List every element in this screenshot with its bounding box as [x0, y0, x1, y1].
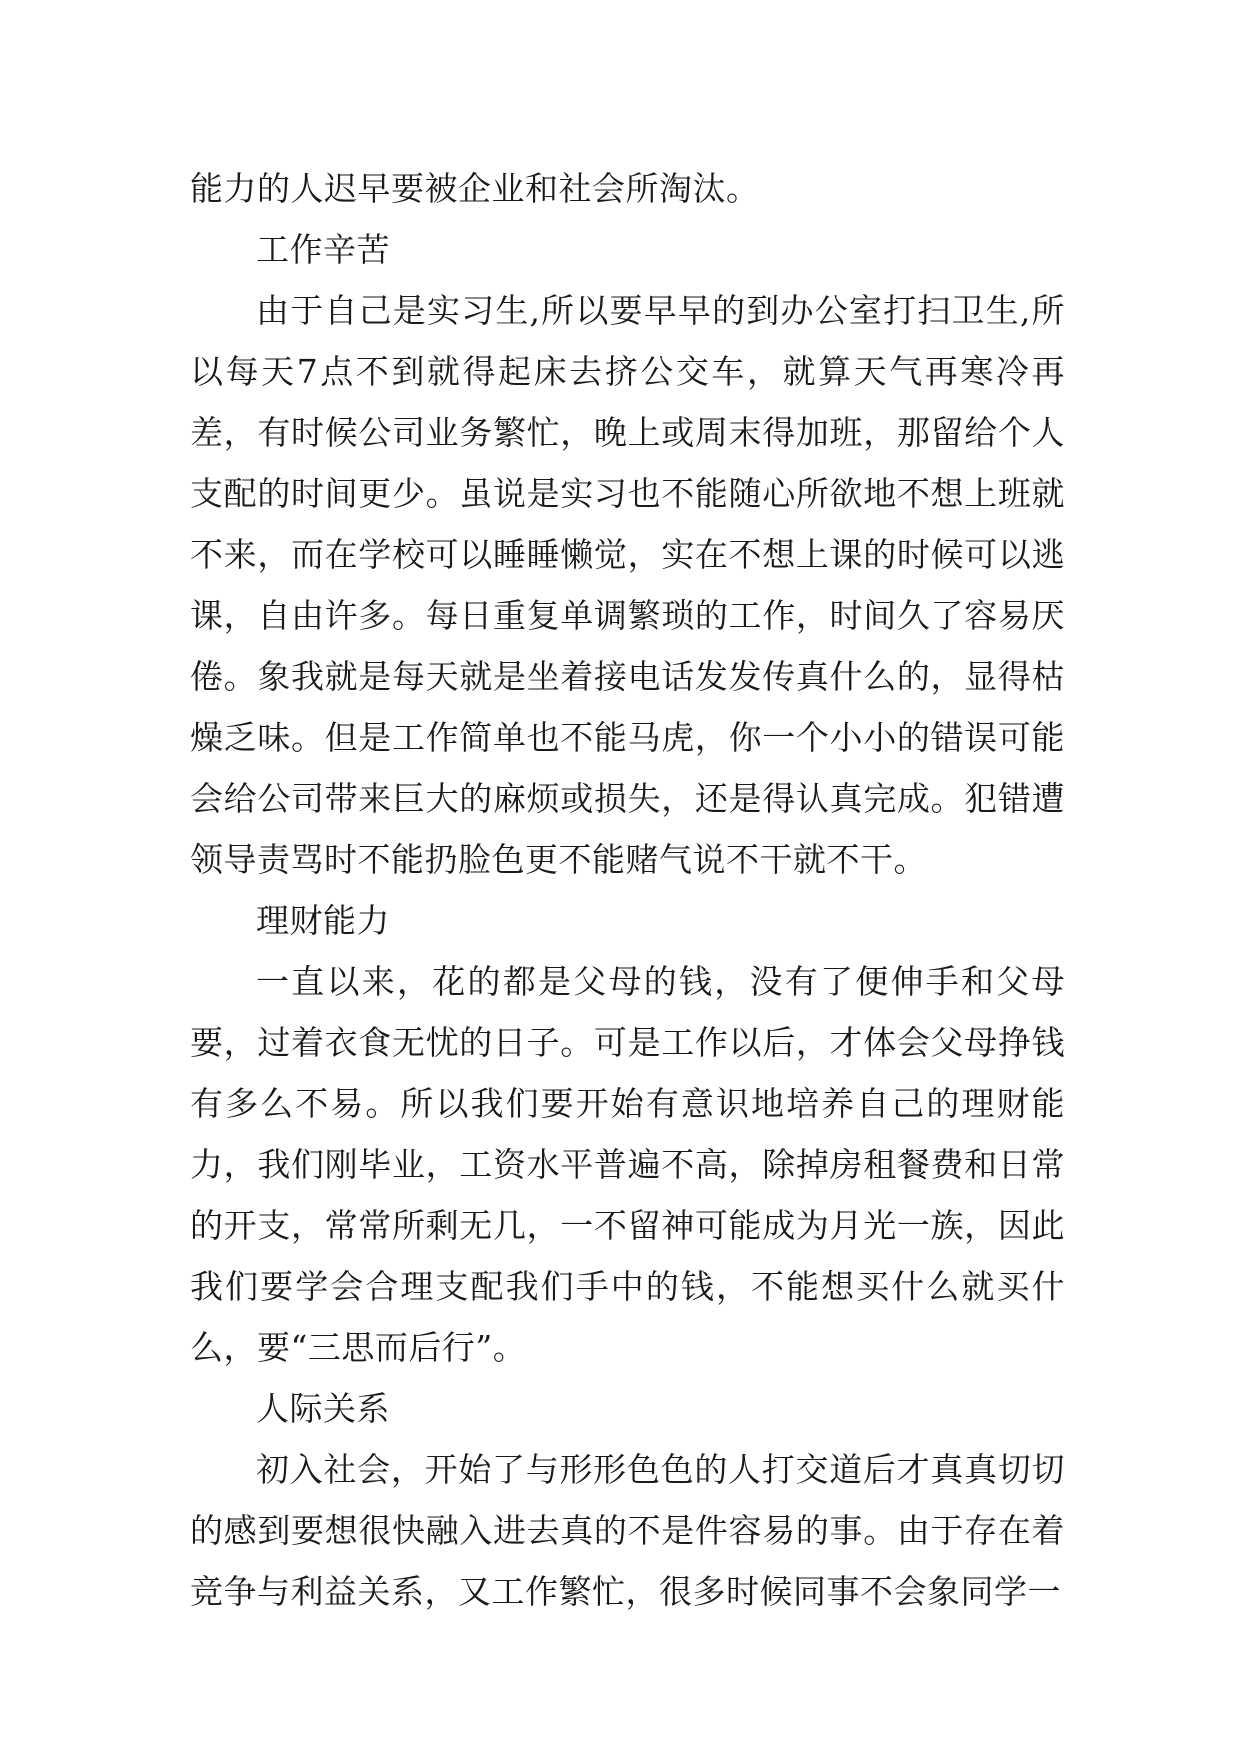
section-heading-financial-ability: 理财能力 — [256, 901, 390, 940]
paragraph-work-hardship: 由于自己是实习生,所以要早早的到办公室打扫卫生,所以每天7点不到就得起床去挤公交车，就算天气再寒冷再差，有时候公司业务繁忙，晚上或周末得加班，那留给个人支配的时间更少。虽说是实习也不能随心所欲地不想上班就不来，而在学校可以睡睡懒觉，实在不想上课的时候可以逃课，自由许多。每日重复单调繁琐的工作，时间久了容易厌倦。象我就是每天就是坐着接电话发发传真什么的，显得枯燥乏味。但是工作简单也不能马虎，你一个小小的错误可能会给公司带来巨大的麻烦或损失，还是得认真完成。犯错遭领导责骂时不能扔脸色更不能赌气说不干就不干。 — [190, 291, 1065, 879]
paragraph-continuation: 能力的人迟早要被企业和社会所淘汰。 — [190, 169, 760, 208]
paragraph-relationships: 初入社会，开始了与形形色色的人打交道后才真真切切的感到要想很快融入进去真的不是件容易的事。由于存在着竞争与利益关系，又工作繁忙，很多时候同事不会象同学一 — [190, 1450, 1065, 1611]
paragraph-financial-ability: 一直以来，花的都是父母的钱，没有了便伸手和父母要，过着衣食无忧的日子。可是工作以后，才体会父母挣钱有多么不易。所以我们要开始有意识地培养自己的理财能力，我们刚毕业，工资水平普遍不高，除掉房租餐费和日常的开支，常常所剩无几，一不留神可能成为月光一族，因此我们要学会合理支配我们手中的钱，不能想买什么就买什么，要“三思而后行”。 — [190, 962, 1065, 1367]
section-heading-relationships: 人际关系 — [256, 1389, 390, 1428]
document-body — [190, 158, 1065, 1622]
section-heading-work-hardship: 工作辛苦 — [256, 230, 390, 269]
